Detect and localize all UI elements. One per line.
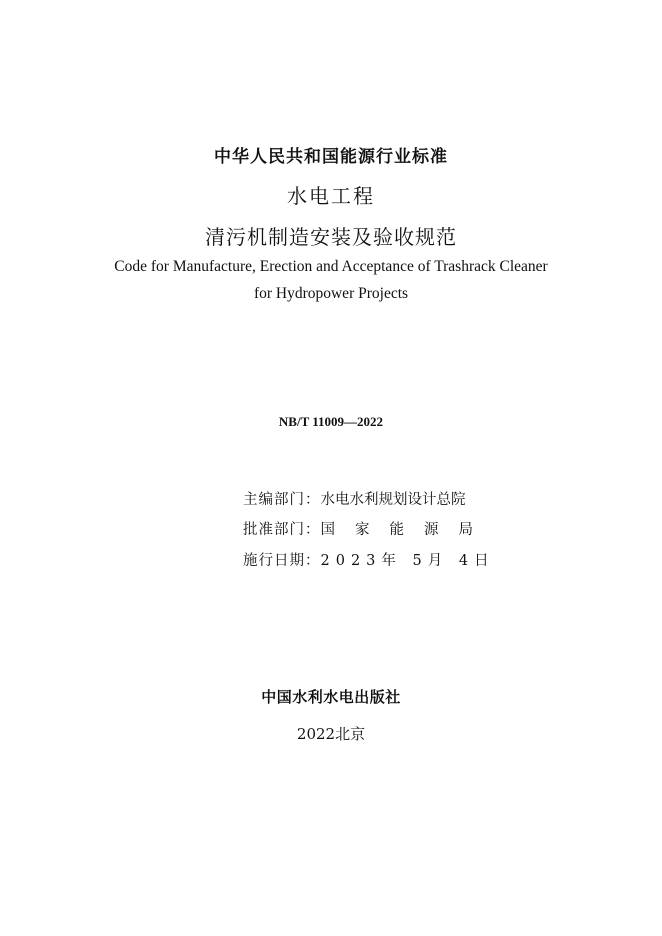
approved-by-label: 批准部门： <box>243 522 321 538</box>
document-title-english-line-2: for Hydropower Projects <box>253 285 409 302</box>
approved-by-value: 国家能源局 <box>320 522 493 538</box>
compiled-by-value: 水电水利规划设计总院 <box>320 492 466 508</box>
compiled-by-row <box>243 488 466 509</box>
document-title-chinese: 清污机制造安装及验收规范 <box>205 225 457 249</box>
effective-date-value: 2023年 5月 4日 <box>320 553 495 569</box>
effective-date-row <box>243 549 495 570</box>
compiled-by-label: 主编部门： <box>243 492 321 508</box>
standard-code: NB/T 11009—2022 <box>278 414 384 429</box>
approved-by-row <box>243 518 493 539</box>
subject-title: 水电工程 <box>287 184 375 208</box>
standard-organization: 中华人民共和国能源行业标准 <box>214 147 448 167</box>
publisher: 中国水利水电出版社 <box>261 688 401 706</box>
publication-place-year: 2022北京 <box>296 725 366 743</box>
effective-date-label: 施行日期： <box>243 553 321 569</box>
document-title-english-line-1: Code for Manufacture, Erection and Acceptance of Trashrack Cleaner <box>114 258 548 275</box>
